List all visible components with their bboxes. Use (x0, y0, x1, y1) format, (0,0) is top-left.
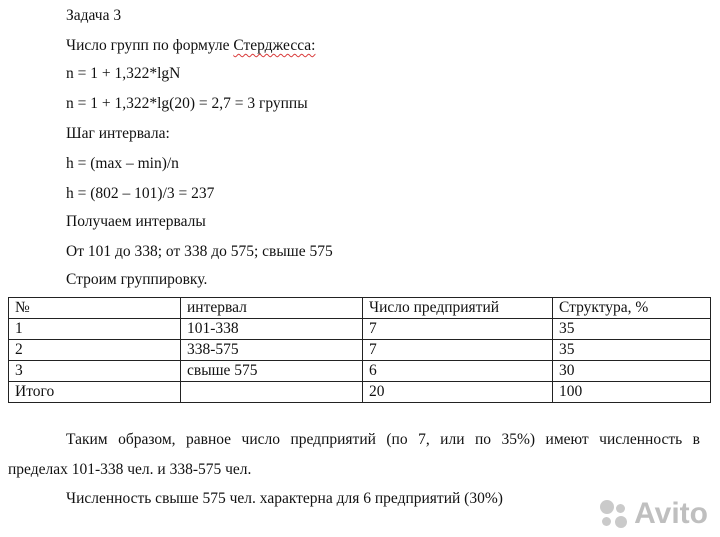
grouping-heading: Строим группировку. (66, 271, 208, 288)
table-header-cell: № (9, 298, 181, 319)
conclusion-paragraph-2: Численность свыше 575 чел. характерна для 6 предприятий (30%) (66, 490, 503, 507)
sturges-line (66, 36, 315, 56)
step-heading: Шаг интервала: (66, 125, 170, 142)
table-cell: 2 (9, 340, 181, 361)
calc-line: n = 1 + 1,322*lg(20) = 2,7 = 3 группы (66, 95, 308, 112)
formula-line: n = 1 + 1,322*lgN (66, 65, 181, 82)
table-cell: Итого (9, 382, 181, 403)
sturges-word: Стерджесса: (233, 37, 316, 54)
table-header-cell: Структура, % (553, 298, 711, 319)
task-heading: Задача 3 (66, 7, 122, 24)
table-cell: 338-575 (181, 340, 363, 361)
avito-watermark (598, 497, 708, 531)
table-cell: 100 (553, 382, 711, 403)
conclusion-line-1: Таким образом, равное число предприятий (по 7, или по 35%) имеют численность в (66, 431, 700, 448)
avito-watermark-text: Avito (634, 497, 708, 530)
table-header-row (9, 298, 711, 319)
table-cell: 7 (363, 340, 553, 361)
table-cell: 30 (553, 361, 711, 382)
grouping-table (8, 297, 711, 403)
table-cell: 6 (363, 361, 553, 382)
table-cell: 35 (553, 340, 711, 361)
table-row (9, 340, 711, 361)
table-total-row (9, 382, 711, 403)
intervals-list: От 101 до 338; от 338 до 575; свыше 575 (66, 243, 333, 260)
table-header-cell: интервал (181, 298, 363, 319)
table-cell: 3 (9, 361, 181, 382)
table-cell (181, 382, 363, 403)
table-cell: 1 (9, 319, 181, 340)
table-cell: свыше 575 (181, 361, 363, 382)
table-header-cell: Число предприятий (363, 298, 553, 319)
table-cell: 20 (363, 382, 553, 403)
table-row (9, 319, 711, 340)
conclusion-line-2: пределах 101-338 чел. и 338-575 чел. (8, 461, 252, 478)
table-row (9, 361, 711, 382)
step-formula: h = (max – min)/n (66, 155, 179, 172)
table-cell: 7 (363, 319, 553, 340)
sturges-text: Число групп по формуле (66, 37, 234, 54)
conclusion-paragraph (8, 430, 700, 480)
step-calc: h = (802 – 101)/3 = 237 (66, 185, 215, 202)
avito-logo-icon (598, 498, 630, 530)
intervals-heading: Получаем интервалы (66, 213, 206, 230)
table-cell: 101-338 (181, 319, 363, 340)
table-cell: 35 (553, 319, 711, 340)
